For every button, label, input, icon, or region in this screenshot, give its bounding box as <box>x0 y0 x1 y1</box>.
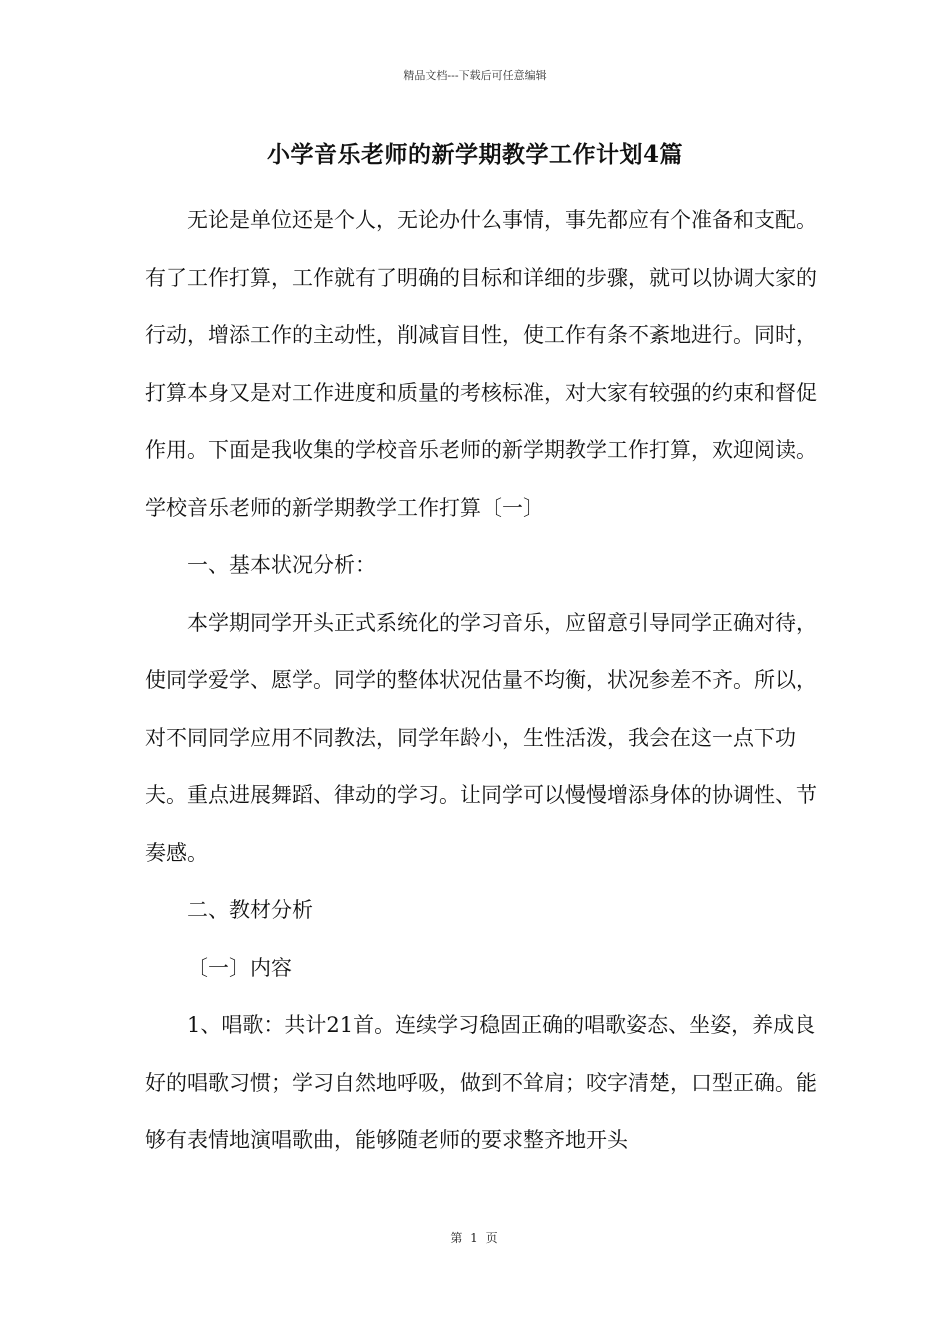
singing-paragraph: 1、唱歌：共计21首。连续学习稳固正确的唱歌姿态、坐姿，养成良好的唱歌习惯；学习自然地呼吸，做到不耸肩；咬字清楚，口型正确。能够有表情地演唱歌曲，能够随老师的要求整齐地开头 <box>145 1013 817 1152</box>
document-title: 小学音乐老师的新学期教学工作计划4篇 <box>266 141 683 168</box>
section-heading: 学校音乐老师的新学期教学工作打算〔一〕 <box>145 495 544 520</box>
subsection-heading: 一、基本状况分析： <box>187 553 376 577</box>
content-heading: 〔一〕内容 <box>187 955 292 980</box>
analysis-paragraph: 本学期同学开头正式系统化的学习音乐，应留意引导同学正确对待，使同学爱学、愿学。同学的整体状况估量不均衡，状况参差不齐。所以，对不同同学应用不同教法，同学年龄小，生性活泼，我会在这一点下功夫。重点进展舞蹈、律动的学习。让同学可以慢慢增添身体的协调性、节奏感。 <box>145 610 817 865</box>
page-number: 第 1 页 <box>450 1231 500 1245</box>
header-note: 精品文档---下载后可任意编辑 <box>403 69 547 82</box>
subsection-heading: 二、教材分析 <box>187 898 313 922</box>
document-body <box>145 192 825 1170</box>
intro-paragraph: 无论是单位还是个人，无论办什么事情，事先都应有个准备和支配。有了工作打算，工作就有了明确的目标和详细的步骤，就可以协调大家的行动，增添工作的主动性，削减盲目性，使工作有条不紊地进行。同时，打算本身又是对工作进度和质量的考核标准，对大家有较强的约束和督促作用。下面是我收集的学校音乐老师的新学期教学工作打算，欢迎阅读。 <box>145 208 817 462</box>
